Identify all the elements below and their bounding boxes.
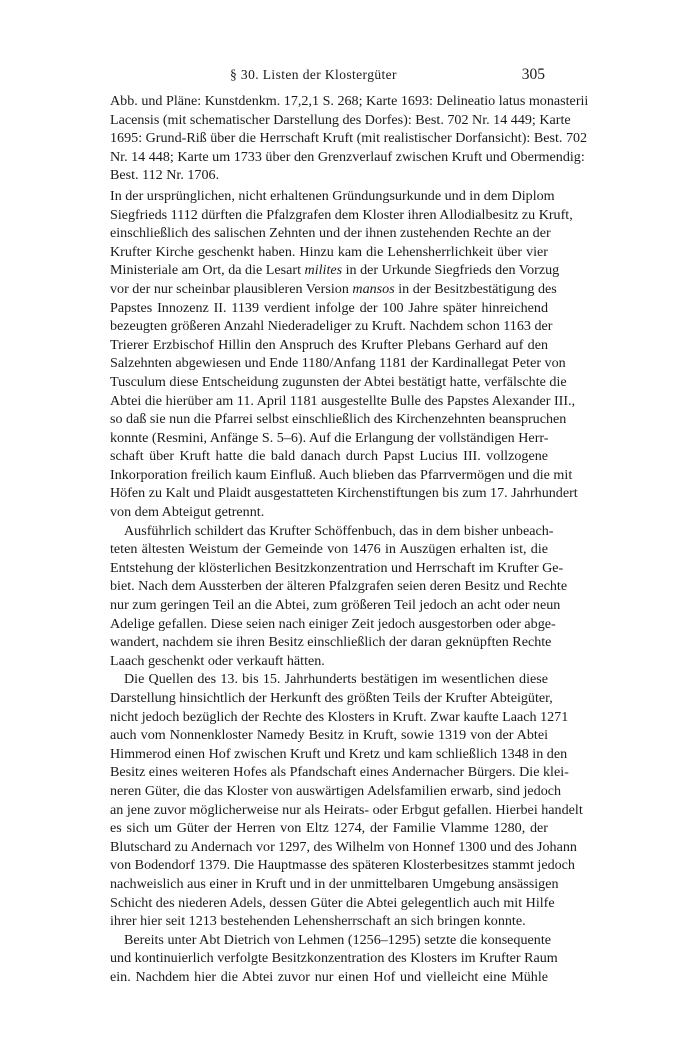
paragraph [110,931,558,987]
text-line: Ministeriale am Ort, da die Lesart milites in der Urkunde Siegfrieds den Vorzug [110,262,560,279]
paragraph [110,670,583,930]
text-line: Adelige gefallen. Diese seien nach einiger Zeit jedoch ausgestorben oder abge- [110,615,556,632]
text-line: Blutschard zu Andernach vor 1297, des Wilhelm von Honnef 1300 und des Johann [110,838,577,855]
text-line: Abtei die hierüber am 11. April 1181 ausgestellte Bulle des Papstes Alexander III., [110,392,576,409]
text-line: und kontinuierlich verfolgte Besitzkonzentration des Klosters im Krufter Raum [110,950,558,967]
text-line: Tusculum diese Entscheidung zugunsten der Abtei bestätigt hatte, verfälschte die [110,373,567,390]
text-line: Schicht des niederen Adels, dessen Güter die Abtei gelegentlich auch mit Hilfe [110,894,555,911]
text-line: einschließlich des salischen Zehnten und der ihnen zustehenden Rechte an der [110,225,551,242]
text-line: Besitz eines weiteren Hofes als Pfandschaft eines Andernacher Bürgers. Die klei- [110,764,569,781]
text-line: auch vom Nonnenkloster Namedy Besitz in Kruft, sowie 1319 von der Abtei [110,727,548,744]
text-line: von dem Abteigut getrennt. [110,504,265,521]
text-line: konnte (Resmini, Anfänge S. 5–6). Auf die Erlangung der vollständigen Herr- [110,429,549,446]
text-line: nachweislich aus einer in Kruft und in der unmittelbaren Umgebung ansässigen [110,875,559,892]
text-line: Entstehung der klösterlichen Besitzkonzentration und Herrschaft im Krufter Ge- [110,559,564,576]
text-line: nur zum geringen Teil an die Abtei, zum größeren Teil jedoch an acht oder neun [110,597,561,614]
text-line: Inkorporation freilich kaum Einfluß. Auch blieben das Pfarrvermögen und die mit [110,466,573,483]
text-line: Abb. und Pläne: Kunstdenkm. 17,2,1 S. 268; Karte 1693: Delineatio latus monasterii [110,93,589,109]
text-line: wandert, nachdem sie ihren Besitz einschließlich der daran geknüpften Rechte [110,634,552,651]
text-line: Nr. 14 448; Karte um 1733 über den Grenzverlauf zwischen Kruft und Obermendig: [110,148,585,165]
body-text [110,92,589,987]
text-line: Lacensis (mit schematischer Darstellung des Dorfes): Best. 702 Nr. 14 449; Karte [110,111,571,128]
text-line: es sich um Güter der Herren von Eltz 1274, der Familie Vlamme 1280, der [110,820,548,837]
sources-note [110,92,589,185]
text-line: Ausführlich schildert das Krufter Schöffenbuch, das in dem bisher unbeach- [124,522,554,539]
text-line: Krufter Kirche geschenkt haben. Hinzu kam die Lehensherrlichkeit über vier [110,243,548,260]
text-line: Laach geschenkt oder verkauft hätten. [110,652,325,669]
text-line: Darstellung hinsichtlich der Herkunft des größten Teils der Krufter Abteigüter, [110,690,553,706]
text-line: Best. 112 Nr. 1706. [110,167,220,184]
text-line: neren Güter, die das Kloster von auswärtigen Adelsfamilien erwarb, sind jedoch [110,782,562,799]
running-head-title: § 30. Listen der Klostergüter [230,67,397,82]
text-line: ihrer hier seit 1213 bestehenden Lehensherrschaft an sich bringen konnte. [110,913,526,930]
text-line: In der ursprünglichen, nicht erhaltenen Gründungsurkunde und in dem Diplom [110,187,555,204]
running-head [112,66,545,84]
text-line: teten ältesten Weistum der Gemeinde von 1476 in Auszügen erhalten ist, die [110,541,548,558]
text-line: Trierer Erzbischof Hillin den Anspruch des Krufter Plebans Gerhard auf den [110,336,548,353]
page-number: 305 [521,66,545,83]
paragraph [110,187,578,522]
text-line: Höfen zu Kalt und Plaidt ausgestatteten Kirchenstiftungen bis zum 17. Jahrhundert [110,485,578,502]
text-line: Himmerod einen Hof zwischen Kruft und Kretz und kam schließlich 1348 in den [110,745,568,762]
text-line: Die Quellen des 13. bis 15. Jahrhunderts bestätigen im wesentlichen diese [124,671,548,688]
text-line: Siegfrieds 1112 dürften die Pfalzgrafen dem Kloster ihren Allodialbesitz zu Kruft, [110,206,573,223]
text-line: von Bodendorf 1379. Die Hauptmasse des späteren Klosterbesitzes stammt jedoch [110,857,575,874]
text-line: vor der nur scheinbar plausibleren Version mansos in der Besitzbestätigung des [110,280,557,297]
text-line: Bereits unter Abt Dietrich von Lehmen (1256–1295) setzte die konsequente [124,931,552,948]
text-line: nicht jedoch bezüglich der Rechte des Klosters in Kruft. Zwar kaufte Laach 1271 [110,708,569,725]
text-line: an jene zuvor möglicherweise nur als Heirats- oder Erbgut gefallen. Hierbei handelt [110,801,583,818]
text-line: schaft über Kruft hatte die bald danach durch Papst Lucius III. vollzogene [110,448,548,465]
text-line: Salzehnten abgewiesen und Ende 1180/Anfang 1181 der Kardinallegat Peter von [110,355,566,372]
text-line: ein. Nachdem hier die Abtei zuvor nur einen Hof und vielleicht eine Mühle [110,968,548,985]
paragraph [110,522,568,671]
text-line: so daß sie nun die Pfarrei selbst einschließlich des Kirchenzehnten beanspruchen [110,411,567,428]
text-line: biet. Nach dem Aussterben der älteren Pfalzgrafen seien deren Besitz und Rechte [110,578,568,595]
text-line: Papstes Innozenz II. 1139 verdient infolge der 100 Jahre später hinreichend [110,299,548,316]
text-line: bezeugten größeren Anzahl Niederadeliger zu Kruft. Nachdem schon 1163 der [110,318,553,335]
text-line: 1695: Grund-Riß über die Herrschaft Kruft (mit realistischer Dorfansicht): Best. 702 [110,130,588,147]
